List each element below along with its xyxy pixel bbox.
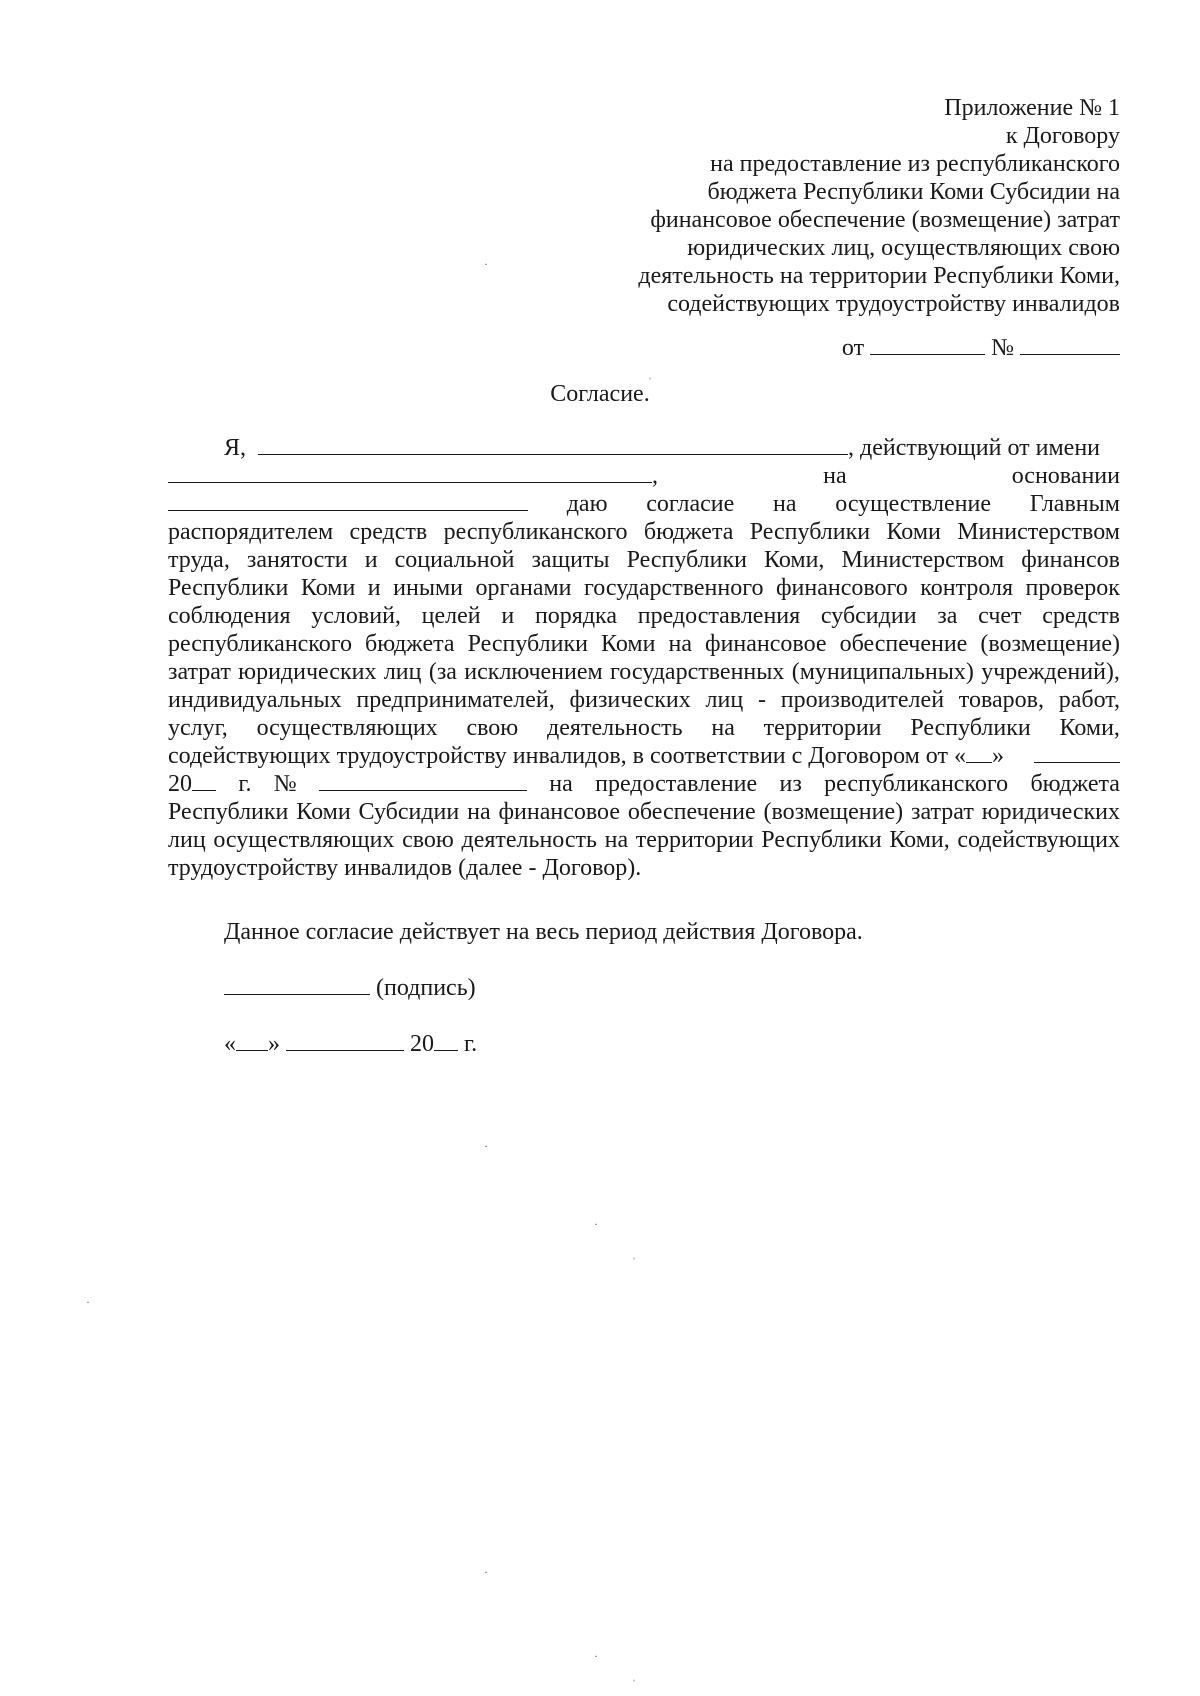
body-line — [168, 490, 1120, 518]
annex-line: к Договору — [1005, 123, 1120, 149]
basis-blank — [168, 490, 528, 511]
annex-header — [560, 94, 1120, 362]
body-line — [168, 686, 1120, 714]
body-word: юридических — [238, 659, 377, 685]
body-word: исключением — [464, 659, 603, 685]
body-word: Главным — [1029, 491, 1120, 517]
organization-field — [168, 462, 658, 490]
body-word: осуществляющих — [256, 715, 438, 741]
contract-number-blank — [319, 770, 527, 791]
annex-line: финансовое обеспечение (возмещение) затрат — [650, 207, 1120, 233]
day-blank — [236, 1030, 268, 1051]
body-word: содействующих — [957, 827, 1120, 853]
body-line — [168, 826, 1120, 854]
body-word: порядка — [534, 603, 617, 629]
body-word: работ, — [1058, 687, 1120, 713]
body-word: территории — [763, 715, 882, 741]
body-word: Республики — [761, 827, 882, 853]
body-text-segment: трудоустройству инвалидов (далее - Договор). — [168, 855, 642, 881]
body-word: республиканского — [824, 771, 1009, 797]
body-line — [168, 798, 1120, 826]
body-word: предоставление — [595, 771, 758, 797]
body-word: республиканского — [443, 519, 628, 545]
body-word: юридических — [981, 799, 1120, 825]
body-line — [168, 518, 1120, 546]
body-word: обеспечение — [627, 799, 756, 825]
body-line — [168, 434, 1120, 462]
body-line — [168, 714, 1120, 742]
document-title: Согласие. — [550, 381, 650, 407]
body-word: № — [273, 771, 297, 797]
date-blank — [870, 334, 985, 355]
body-word: контроля — [920, 575, 1014, 601]
body-word: и — [367, 575, 381, 601]
body-word: » — [991, 743, 1004, 769]
body-word: товаров, — [958, 687, 1044, 713]
body-word: затрат — [168, 659, 231, 685]
annex-date-number-line — [560, 334, 1120, 362]
body-word: 20 — [168, 771, 192, 797]
signature-blank — [224, 974, 370, 995]
validity-statement: Данное согласие действует на весь период действия Договора. — [224, 919, 863, 945]
body-word: лиц — [168, 827, 206, 853]
body-word: органами — [475, 575, 572, 601]
body-word: г. — [238, 771, 252, 797]
body-word: Коми, — [1059, 715, 1120, 741]
body-word: на — [773, 491, 797, 517]
body-word: на — [604, 827, 629, 853]
signature-label: (подпись) — [376, 975, 476, 1001]
scan-speck: ˈ — [632, 1677, 636, 1691]
body-word: социальной — [394, 547, 515, 573]
annex-line: юридических лиц, осуществляющих свою — [687, 235, 1120, 261]
body-word: Коми, — [764, 547, 825, 573]
body-word: Министерством — [841, 547, 1005, 573]
body-word: основании — [1011, 463, 1120, 489]
body-word: и — [364, 547, 378, 573]
day-blank — [966, 742, 992, 763]
scan-speck: · — [594, 1217, 598, 1231]
organization-blank — [168, 462, 652, 483]
close-quote: » — [268, 1031, 280, 1057]
body-word: осуществление — [835, 491, 992, 517]
body-text-segment: содействующих трудоустройству инвалидов, в соответствии с Договором от « — [168, 743, 966, 769]
from-label: от — [841, 335, 865, 361]
annex-line: содействующих трудоустройству инвалидов — [667, 291, 1120, 317]
body-word: Субсидии — [358, 799, 460, 825]
body-word: лиц — [383, 659, 422, 685]
month-blank — [286, 1030, 404, 1051]
body-word: свою — [466, 715, 519, 741]
body-word: за — [937, 603, 958, 629]
body-word: предпринимателей, — [356, 687, 555, 713]
body-word: условий, — [311, 603, 401, 629]
year-blank — [434, 1030, 458, 1051]
body-word: осуществляющих — [213, 827, 395, 853]
annex-line: на предоставление из республиканского — [710, 151, 1120, 177]
body-word: , действующий от имени — [848, 435, 1101, 461]
body-word: производителей — [780, 687, 945, 713]
body-word: финансовое — [705, 631, 827, 657]
number-label: № — [991, 335, 1014, 361]
scan-speck: · — [86, 1295, 90, 1309]
body-word: Коми, — [889, 827, 950, 853]
body-word: услуг, — [168, 715, 228, 741]
body-word: согласие — [646, 491, 735, 517]
body-word: и — [501, 603, 515, 629]
body-word: лиц — [705, 687, 744, 713]
body-word: территории — [635, 827, 754, 853]
body-line — [168, 574, 1120, 602]
body-word: защиты — [531, 547, 610, 573]
body-line — [168, 462, 1120, 490]
body-line — [168, 630, 1120, 658]
body-line — [168, 602, 1120, 630]
body-word: (за — [428, 659, 457, 685]
year-blank — [192, 770, 216, 791]
body-word: средств — [1042, 603, 1120, 629]
number-blank — [1020, 334, 1120, 355]
body-word: республиканского — [168, 631, 352, 657]
body-word: Министерством — [957, 519, 1120, 545]
body-word: на — [668, 631, 692, 657]
annex-line: бюджета Республики Коми Субсидии на — [707, 179, 1120, 205]
body-word: финансовое — [498, 799, 620, 825]
year-prefix: 20 — [410, 1031, 434, 1057]
scan-speck: · — [484, 1139, 488, 1153]
body-word: Республики — [168, 799, 289, 825]
scan-speck: ˈ — [632, 1255, 636, 1269]
body-word: индивидуальных — [168, 687, 342, 713]
body-word: Коми — [296, 799, 351, 825]
body-word: государственных — [610, 659, 785, 685]
body-word: проверок — [1025, 575, 1120, 601]
body-word: обеспечение — [839, 631, 968, 657]
body-line — [168, 770, 1120, 798]
body-word: субсидии — [820, 603, 917, 629]
body-word: (возмещение) — [980, 631, 1120, 657]
body-word: на — [711, 715, 735, 741]
consent-body — [168, 434, 1120, 882]
year-field — [168, 770, 216, 798]
body-word: (муниципальных) — [791, 659, 974, 685]
signature-line — [224, 974, 476, 1002]
signature-date-line — [224, 1030, 477, 1058]
body-line — [168, 742, 1120, 770]
body-word: Республики — [910, 715, 1031, 741]
body-word: распорядителем — [168, 519, 334, 545]
body-word: , — [652, 463, 658, 489]
body-word: счет — [978, 603, 1022, 629]
body-word: соблюдения — [168, 603, 291, 629]
body-word: Республики — [467, 631, 588, 657]
scan-speck: · — [484, 257, 488, 271]
body-word: труда, — [168, 547, 230, 573]
body-word: целей — [421, 603, 481, 629]
body-word: средств — [349, 519, 428, 545]
open-quote: « — [224, 1031, 236, 1057]
body-word: (возмещение) — [763, 799, 904, 825]
body-word: государственного — [584, 575, 764, 601]
body-word: свою — [402, 827, 454, 853]
body-word: финансового — [775, 575, 908, 601]
annex-title: Приложение № 1 — [944, 95, 1120, 121]
body-word: занятости — [246, 547, 348, 573]
scan-speck: · — [484, 1565, 488, 1579]
year-suffix: г. — [464, 1031, 478, 1057]
body-word: Республики — [168, 575, 289, 601]
scan-speck: ˈ — [648, 375, 652, 389]
contract-date-phrase — [168, 742, 1004, 770]
body-word: Коми — [601, 631, 656, 657]
annex-line: деятельность на территории Республики Коми, — [638, 263, 1120, 289]
body-word: иными — [393, 575, 463, 601]
month-blank — [1034, 742, 1120, 763]
name-blank — [258, 434, 848, 455]
body-word: деятельность — [461, 827, 597, 853]
body-word: Коми — [886, 519, 941, 545]
body-word: даю — [566, 491, 608, 517]
body-line — [168, 658, 1120, 686]
body-word: затрат — [911, 799, 974, 825]
body-word: бюджета — [1030, 771, 1120, 797]
body-word: финансов — [1021, 547, 1120, 573]
body-word: на — [467, 799, 491, 825]
body-word: на — [549, 771, 573, 797]
scan-speck: · — [594, 1649, 598, 1663]
body-word: Я, — [224, 435, 247, 461]
body-word: на — [823, 463, 847, 489]
body-word: - — [757, 687, 766, 713]
body-word: бюджета — [365, 631, 455, 657]
body-word: Коми — [300, 575, 356, 601]
body-line — [168, 854, 1120, 882]
body-word: деятельность — [547, 715, 683, 741]
body-word: учреждений), — [981, 659, 1120, 685]
body-word: физических — [569, 687, 691, 713]
body-word: Республики — [626, 547, 747, 573]
body-word: предоставления — [637, 603, 801, 629]
body-word: из — [779, 771, 802, 797]
body-word: Республики — [749, 519, 871, 545]
body-line — [168, 546, 1120, 574]
body-word: бюджета — [643, 519, 734, 545]
